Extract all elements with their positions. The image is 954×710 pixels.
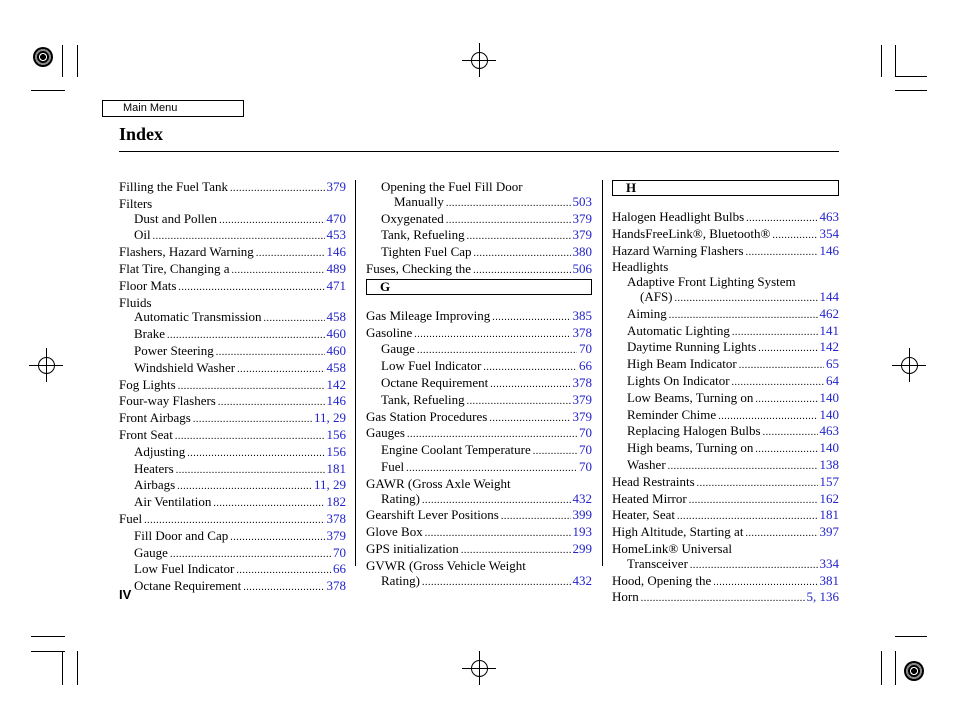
index-entry-label: Oxygenated: [381, 210, 444, 226]
color-target-icon: [33, 47, 53, 67]
index-entry-label: (AFS): [640, 288, 673, 304]
index-entry[interactable]: [119, 495, 346, 512]
column-divider: [602, 180, 603, 566]
index-entry[interactable]: [119, 428, 346, 445]
leader-dots: [417, 342, 577, 359]
index-entry[interactable]: [612, 475, 839, 492]
leader-dots: [187, 445, 324, 462]
index-entry-label: Transceiver: [627, 555, 688, 571]
page-link[interactable]: 462: [819, 305, 839, 321]
index-entry-label: Daytime Running Lights: [627, 339, 757, 355]
index-entry[interactable]: [366, 212, 592, 229]
index-entry[interactable]: [119, 327, 346, 344]
page-link[interactable]: 378: [326, 510, 346, 526]
index-entry[interactable]: [119, 180, 346, 197]
index-entry[interactable]: [612, 357, 839, 374]
index-entry-label: Manually: [394, 193, 444, 209]
leader-dots: [237, 361, 324, 378]
index-entry[interactable]: [366, 393, 592, 410]
leader-dots: [763, 424, 818, 441]
index-entry[interactable]: [612, 324, 839, 341]
index-entry: [366, 559, 592, 574]
index-entry[interactable]: [119, 445, 346, 462]
leader-dots: [446, 195, 571, 212]
index-entry-label: Air Ventilation: [134, 494, 212, 510]
page-link[interactable]: 489: [326, 260, 346, 276]
index-entry[interactable]: [612, 424, 839, 441]
index-entry[interactable]: [612, 525, 839, 542]
leader-dots: [414, 326, 570, 343]
leader-dots: [243, 579, 324, 596]
index-entry-label: Aiming: [627, 305, 667, 321]
index-entry-label: Octane Requirement: [134, 578, 242, 594]
page-link[interactable]: 146: [326, 393, 346, 409]
page-link[interactable]: 193: [572, 524, 592, 540]
index-entry-label: Filters: [119, 195, 153, 211]
leader-dots: [489, 410, 570, 427]
index-entry[interactable]: [366, 426, 592, 443]
page-link[interactable]: 157: [819, 473, 839, 489]
index-entry[interactable]: [366, 410, 592, 427]
page-link[interactable]: 70: [579, 425, 592, 441]
index-entry[interactable]: [119, 579, 346, 596]
index-entry[interactable]: [366, 525, 592, 542]
index-entry-label: Filling the Fuel Tank: [119, 179, 228, 194]
page-link[interactable]: 397: [819, 524, 839, 540]
page-link[interactable]: 399: [572, 507, 592, 523]
index-entry[interactable]: [612, 307, 839, 324]
leader-dots: [256, 245, 325, 262]
page-link[interactable]: 463: [819, 209, 839, 224]
page-link[interactable]: 299: [572, 540, 592, 556]
page-link[interactable]: 156: [326, 426, 346, 442]
index-entry-label: Fluids: [119, 294, 152, 310]
index-entry[interactable]: [119, 245, 346, 262]
index-entry[interactable]: [119, 378, 346, 395]
index-entry: [612, 542, 839, 557]
leader-dots: [213, 495, 324, 512]
page-link[interactable]: 458: [326, 359, 346, 375]
index-entry-label: Dust and Pollen: [134, 210, 218, 226]
page-link[interactable]: 379: [572, 391, 592, 407]
page-link[interactable]: 140: [819, 389, 839, 405]
index-entry[interactable]: [612, 590, 839, 607]
index-entry-label: Gauge: [381, 341, 415, 357]
leader-dots: [461, 542, 571, 559]
index-entry[interactable]: [366, 228, 592, 245]
page-link[interactable]: 453: [326, 227, 346, 243]
index-entry[interactable]: [366, 443, 592, 460]
index-entry[interactable]: [119, 262, 346, 279]
leader-dots: [689, 492, 818, 509]
page-link[interactable]: 66: [333, 561, 346, 577]
index-entry-label: Flat Tire, Changing a: [119, 260, 230, 276]
page-link[interactable]: 138: [819, 456, 839, 472]
index-entry[interactable]: [366, 309, 592, 326]
leader-dots: [178, 378, 325, 395]
page-link[interactable]: 181: [819, 507, 839, 523]
index-entry-label: Reminder Chime: [627, 406, 717, 422]
index-entry[interactable]: [612, 374, 839, 391]
index-entry-label: Heaters: [134, 460, 174, 476]
page-link[interactable]: 140: [819, 406, 839, 422]
leader-dots: [746, 210, 817, 227]
index-entry[interactable]: [366, 460, 592, 477]
leader-dots: [697, 475, 818, 492]
leader-dots: [669, 307, 818, 324]
page-link[interactable]: 460: [326, 342, 346, 358]
leader-dots: [755, 441, 817, 458]
page-link[interactable]: 385: [572, 307, 592, 323]
leader-dots: [193, 411, 312, 428]
leader-dots: [473, 262, 570, 279]
leader-dots: [755, 391, 817, 408]
index-entry[interactable]: [119, 478, 346, 495]
page-link[interactable]: 378: [326, 578, 346, 594]
leader-dots: [406, 460, 577, 477]
leader-dots: [772, 227, 817, 244]
index-entry-label: Replacing Halogen Bulbs: [627, 423, 761, 439]
leader-dots: [474, 245, 571, 262]
page-title: Index: [119, 124, 164, 144]
leader-dots: [218, 394, 325, 411]
index-entry[interactable]: [612, 574, 839, 591]
index-entry-label: Low Beams, Turning on: [627, 389, 754, 405]
page-link[interactable]: 471: [326, 277, 346, 293]
index-entry-label: Automatic Transmission: [134, 309, 262, 325]
page-link[interactable]: 141: [819, 322, 839, 338]
index-entry-label: Fuel: [381, 458, 405, 474]
index-entry[interactable]: [119, 546, 346, 563]
index-entry-label: Front Seat: [119, 426, 173, 442]
index-entry-label: Opening the Fuel Fill Door: [381, 179, 523, 194]
index-entry: [612, 275, 839, 290]
index-entry-label: Brake: [134, 326, 166, 342]
index-entry-label: HandsFreeLink®, Bluetooth®: [612, 225, 771, 241]
index-entry-label: GAWR (Gross Axle Weight: [366, 475, 511, 491]
index-entry-label: Gearshift Lever Positions: [366, 507, 499, 523]
page-link[interactable]: 379: [572, 210, 592, 226]
page-link[interactable]: 140: [819, 440, 839, 456]
index-entry-label: Heated Mirror: [612, 490, 687, 506]
index-entry[interactable]: [119, 279, 346, 296]
index-entry[interactable]: [119, 462, 346, 479]
leader-dots: [236, 562, 331, 579]
page-link[interactable]: 146: [819, 242, 839, 258]
page-link[interactable]: 432: [572, 490, 592, 506]
index-entry[interactable]: [612, 227, 839, 244]
leader-dots: [230, 529, 324, 546]
page-link[interactable]: 11, 29: [313, 477, 346, 493]
leader-dots: [175, 428, 325, 445]
leader-dots: [230, 180, 325, 197]
leader-dots: [170, 546, 331, 563]
index-entry[interactable]: [366, 359, 592, 376]
index-entry[interactable]: [119, 361, 346, 378]
index-entry[interactable]: [366, 542, 592, 559]
index-entry-label: Low Fuel Indicator: [381, 358, 482, 374]
leader-dots: [176, 462, 325, 479]
index-entry-label: Fill Door and Cap: [134, 527, 229, 543]
leader-dots: [641, 590, 805, 607]
index-entry-label: Windshield Washer: [134, 359, 236, 375]
index-entry: [119, 296, 346, 311]
index-entry[interactable]: [612, 391, 839, 408]
index-entry[interactable]: [119, 411, 346, 428]
index-entry-label: Gauges: [366, 425, 405, 441]
index-entry-label: Gauge: [134, 544, 168, 560]
index-entry-label: Head Restraints: [612, 473, 695, 489]
index-entry-label: Gasoline: [366, 324, 413, 340]
page-link[interactable]: 458: [326, 309, 346, 325]
index-entry-label: Gas Mileage Improving: [366, 307, 491, 323]
leader-dots: [446, 212, 571, 229]
page-link[interactable]: 146: [326, 244, 346, 260]
index-entry-label: GPS initialization: [366, 540, 459, 556]
leader-dots: [490, 376, 570, 393]
index-entry-label: Fog Lights: [119, 376, 176, 392]
index-entry-label: Heater, Seat: [612, 507, 676, 523]
index-entry-label: Floor Mats: [119, 277, 177, 293]
leader-dots: [216, 344, 325, 361]
leader-dots: [675, 290, 818, 307]
page-link[interactable]: 379: [572, 408, 592, 424]
page-link[interactable]: 70: [579, 341, 592, 357]
leader-dots: [178, 279, 324, 296]
index-entry[interactable]: [119, 512, 346, 529]
index-entry-label: Power Steering: [134, 342, 214, 358]
page-link[interactable]: 379: [326, 179, 346, 194]
index-entry-label: HomeLink® Universal: [612, 540, 732, 556]
leader-dots: [422, 492, 571, 509]
index-entry[interactable]: [119, 228, 346, 245]
page-link[interactable]: 463: [819, 423, 839, 439]
index-entry[interactable]: [366, 492, 592, 509]
index-column-2: [366, 180, 592, 590]
index-entry[interactable]: [366, 326, 592, 343]
page-link[interactable]: 70: [579, 442, 592, 458]
page-link[interactable]: 65: [826, 356, 839, 372]
index-entry[interactable]: [366, 195, 592, 212]
leader-dots: [407, 426, 577, 443]
index-entry: [119, 197, 346, 212]
leader-dots: [677, 508, 817, 525]
page-link[interactable]: 432: [572, 572, 592, 588]
index-column-1: [119, 180, 346, 596]
index-entry-label: High Altitude, Starting at: [612, 524, 744, 540]
section-letter-g: G: [366, 279, 592, 295]
index-entry-label: Tighten Fuel Cap: [381, 244, 472, 260]
title-divider: [119, 151, 839, 152]
index-entry[interactable]: [366, 376, 592, 393]
page-link[interactable]: 70: [333, 544, 346, 560]
index-entry-label: Hood, Opening the: [612, 572, 712, 588]
index-entry-label: Fuel: [119, 510, 143, 526]
index-entry-label: Gas Station Procedures: [366, 408, 488, 424]
index-entry[interactable]: [612, 557, 839, 574]
leader-dots: [264, 310, 325, 327]
leader-dots: [492, 309, 570, 326]
leader-dots: [745, 525, 817, 542]
index-entry-label: Low Fuel Indicator: [134, 561, 235, 577]
page-number: IV: [119, 587, 132, 602]
index-entry-label: Flashers, Hazard Warning: [119, 244, 254, 260]
index-entry-label: Tank, Refueling: [381, 227, 465, 243]
index-entry[interactable]: [119, 529, 346, 546]
leader-dots: [690, 557, 818, 574]
column-divider: [355, 180, 356, 566]
index-entry[interactable]: [119, 562, 346, 579]
leader-dots: [422, 574, 571, 591]
leader-dots: [144, 512, 324, 529]
index-entry[interactable]: [366, 574, 592, 591]
index-entry[interactable]: [612, 244, 839, 261]
page-link[interactable]: 470: [326, 210, 346, 226]
leader-dots: [219, 212, 324, 229]
index-entry[interactable]: [612, 408, 839, 425]
index-entry: [612, 260, 839, 275]
leader-dots: [177, 478, 312, 495]
index-entry[interactable]: [119, 394, 346, 411]
main-menu-button[interactable]: Main Menu: [102, 100, 244, 117]
index-entry-label: Washer: [627, 456, 666, 472]
leader-dots: [718, 408, 817, 425]
color-target-icon: [904, 661, 924, 681]
index-entry-label: Lights On Indicator: [627, 372, 730, 388]
page-link[interactable]: 379: [572, 227, 592, 243]
page-link[interactable]: 378: [572, 374, 592, 390]
index-entry[interactable]: [366, 342, 592, 359]
leader-dots: [668, 458, 818, 475]
index-entry-label: Front Airbags: [119, 410, 191, 426]
index-entry-label: Engine Coolant Temperature: [381, 442, 531, 458]
page-link[interactable]: 381: [819, 572, 839, 588]
leader-dots: [167, 327, 324, 344]
index-entry[interactable]: [612, 441, 839, 458]
page-link[interactable]: 162: [819, 490, 839, 506]
page-link[interactable]: 506: [572, 260, 592, 276]
page-link[interactable]: 460: [326, 326, 346, 342]
page-link[interactable]: 182: [326, 494, 346, 510]
index-entry-label: Octane Requirement: [381, 374, 489, 390]
page-link[interactable]: 354: [819, 225, 839, 241]
index-entry-label: Airbags: [134, 477, 176, 493]
index-entry[interactable]: [612, 290, 839, 307]
leader-dots: [467, 393, 571, 410]
leader-dots: [232, 262, 325, 279]
page-link[interactable]: 5, 136: [806, 589, 839, 605]
index-entry-label: GVWR (Gross Vehicle Weight: [366, 557, 526, 573]
index-entry-label: Tank, Refueling: [381, 391, 465, 407]
index-entry-label: High beams, Turning on: [627, 440, 754, 456]
index-entry-label: Headlights: [612, 259, 669, 275]
page-link[interactable]: 379: [326, 527, 346, 543]
index-entry[interactable]: [612, 492, 839, 509]
leader-dots: [501, 508, 571, 525]
leader-dots: [483, 359, 577, 376]
index-entry-label: Four-way Flashers: [119, 393, 216, 409]
section-letter-h: H: [612, 180, 839, 196]
page-link[interactable]: 64: [826, 372, 839, 388]
index-entry[interactable]: [366, 508, 592, 525]
index-entry-label: Oil: [134, 227, 151, 243]
index-entry[interactable]: [366, 245, 592, 262]
index-entry: [366, 477, 592, 492]
page-link[interactable]: 70: [579, 458, 592, 474]
page-link[interactable]: 181: [326, 460, 346, 476]
index-entry[interactable]: [612, 508, 839, 525]
leader-dots: [713, 574, 817, 591]
index-entry-label: Automatic Lighting: [627, 322, 730, 338]
index-entry-label: Adjusting: [134, 443, 186, 459]
leader-dots: [467, 228, 571, 245]
page-link[interactable]: 142: [326, 376, 346, 392]
index-entry-label: Adaptive Front Lighting System: [627, 274, 796, 290]
index-entry-label: Fuses, Checking the: [366, 260, 472, 276]
leader-dots: [153, 228, 325, 245]
page-link[interactable]: 142: [819, 339, 839, 355]
leader-dots: [425, 525, 571, 542]
index-entry[interactable]: [366, 262, 592, 279]
index-entry[interactable]: [119, 212, 346, 229]
index-entry[interactable]: [119, 310, 346, 327]
index-entry[interactable]: [612, 210, 839, 227]
page-link[interactable]: 334: [819, 555, 839, 571]
index-entry: [366, 180, 592, 195]
page-link[interactable]: 378: [572, 324, 592, 340]
index-entry-label: Hazard Warning Flashers: [612, 242, 744, 258]
index-entry-label: Horn: [612, 589, 639, 605]
leader-dots: [732, 324, 818, 341]
leader-dots: [739, 357, 824, 374]
index-entry-label: Rating): [381, 572, 420, 588]
leader-dots: [533, 443, 577, 460]
leader-dots: [758, 340, 817, 357]
index-entry-label: Rating): [381, 490, 420, 506]
page-link[interactable]: 11, 29: [313, 410, 346, 426]
index-entry[interactable]: [119, 344, 346, 361]
index-entry-label: Glove Box: [366, 524, 423, 540]
index-entry-label: High Beam Indicator: [627, 356, 737, 372]
page-link[interactable]: 503: [572, 193, 592, 209]
index-entry[interactable]: [612, 458, 839, 475]
page-link[interactable]: 380: [572, 244, 592, 260]
page-link[interactable]: 156: [326, 443, 346, 459]
index-entry-label: Halogen Headlight Bulbs: [612, 209, 745, 224]
index-column-3: [612, 180, 839, 607]
leader-dots: [746, 244, 818, 261]
leader-dots: [732, 374, 824, 391]
page-link[interactable]: 144: [819, 288, 839, 304]
page-link[interactable]: 66: [579, 358, 592, 374]
index-entry[interactable]: [612, 340, 839, 357]
